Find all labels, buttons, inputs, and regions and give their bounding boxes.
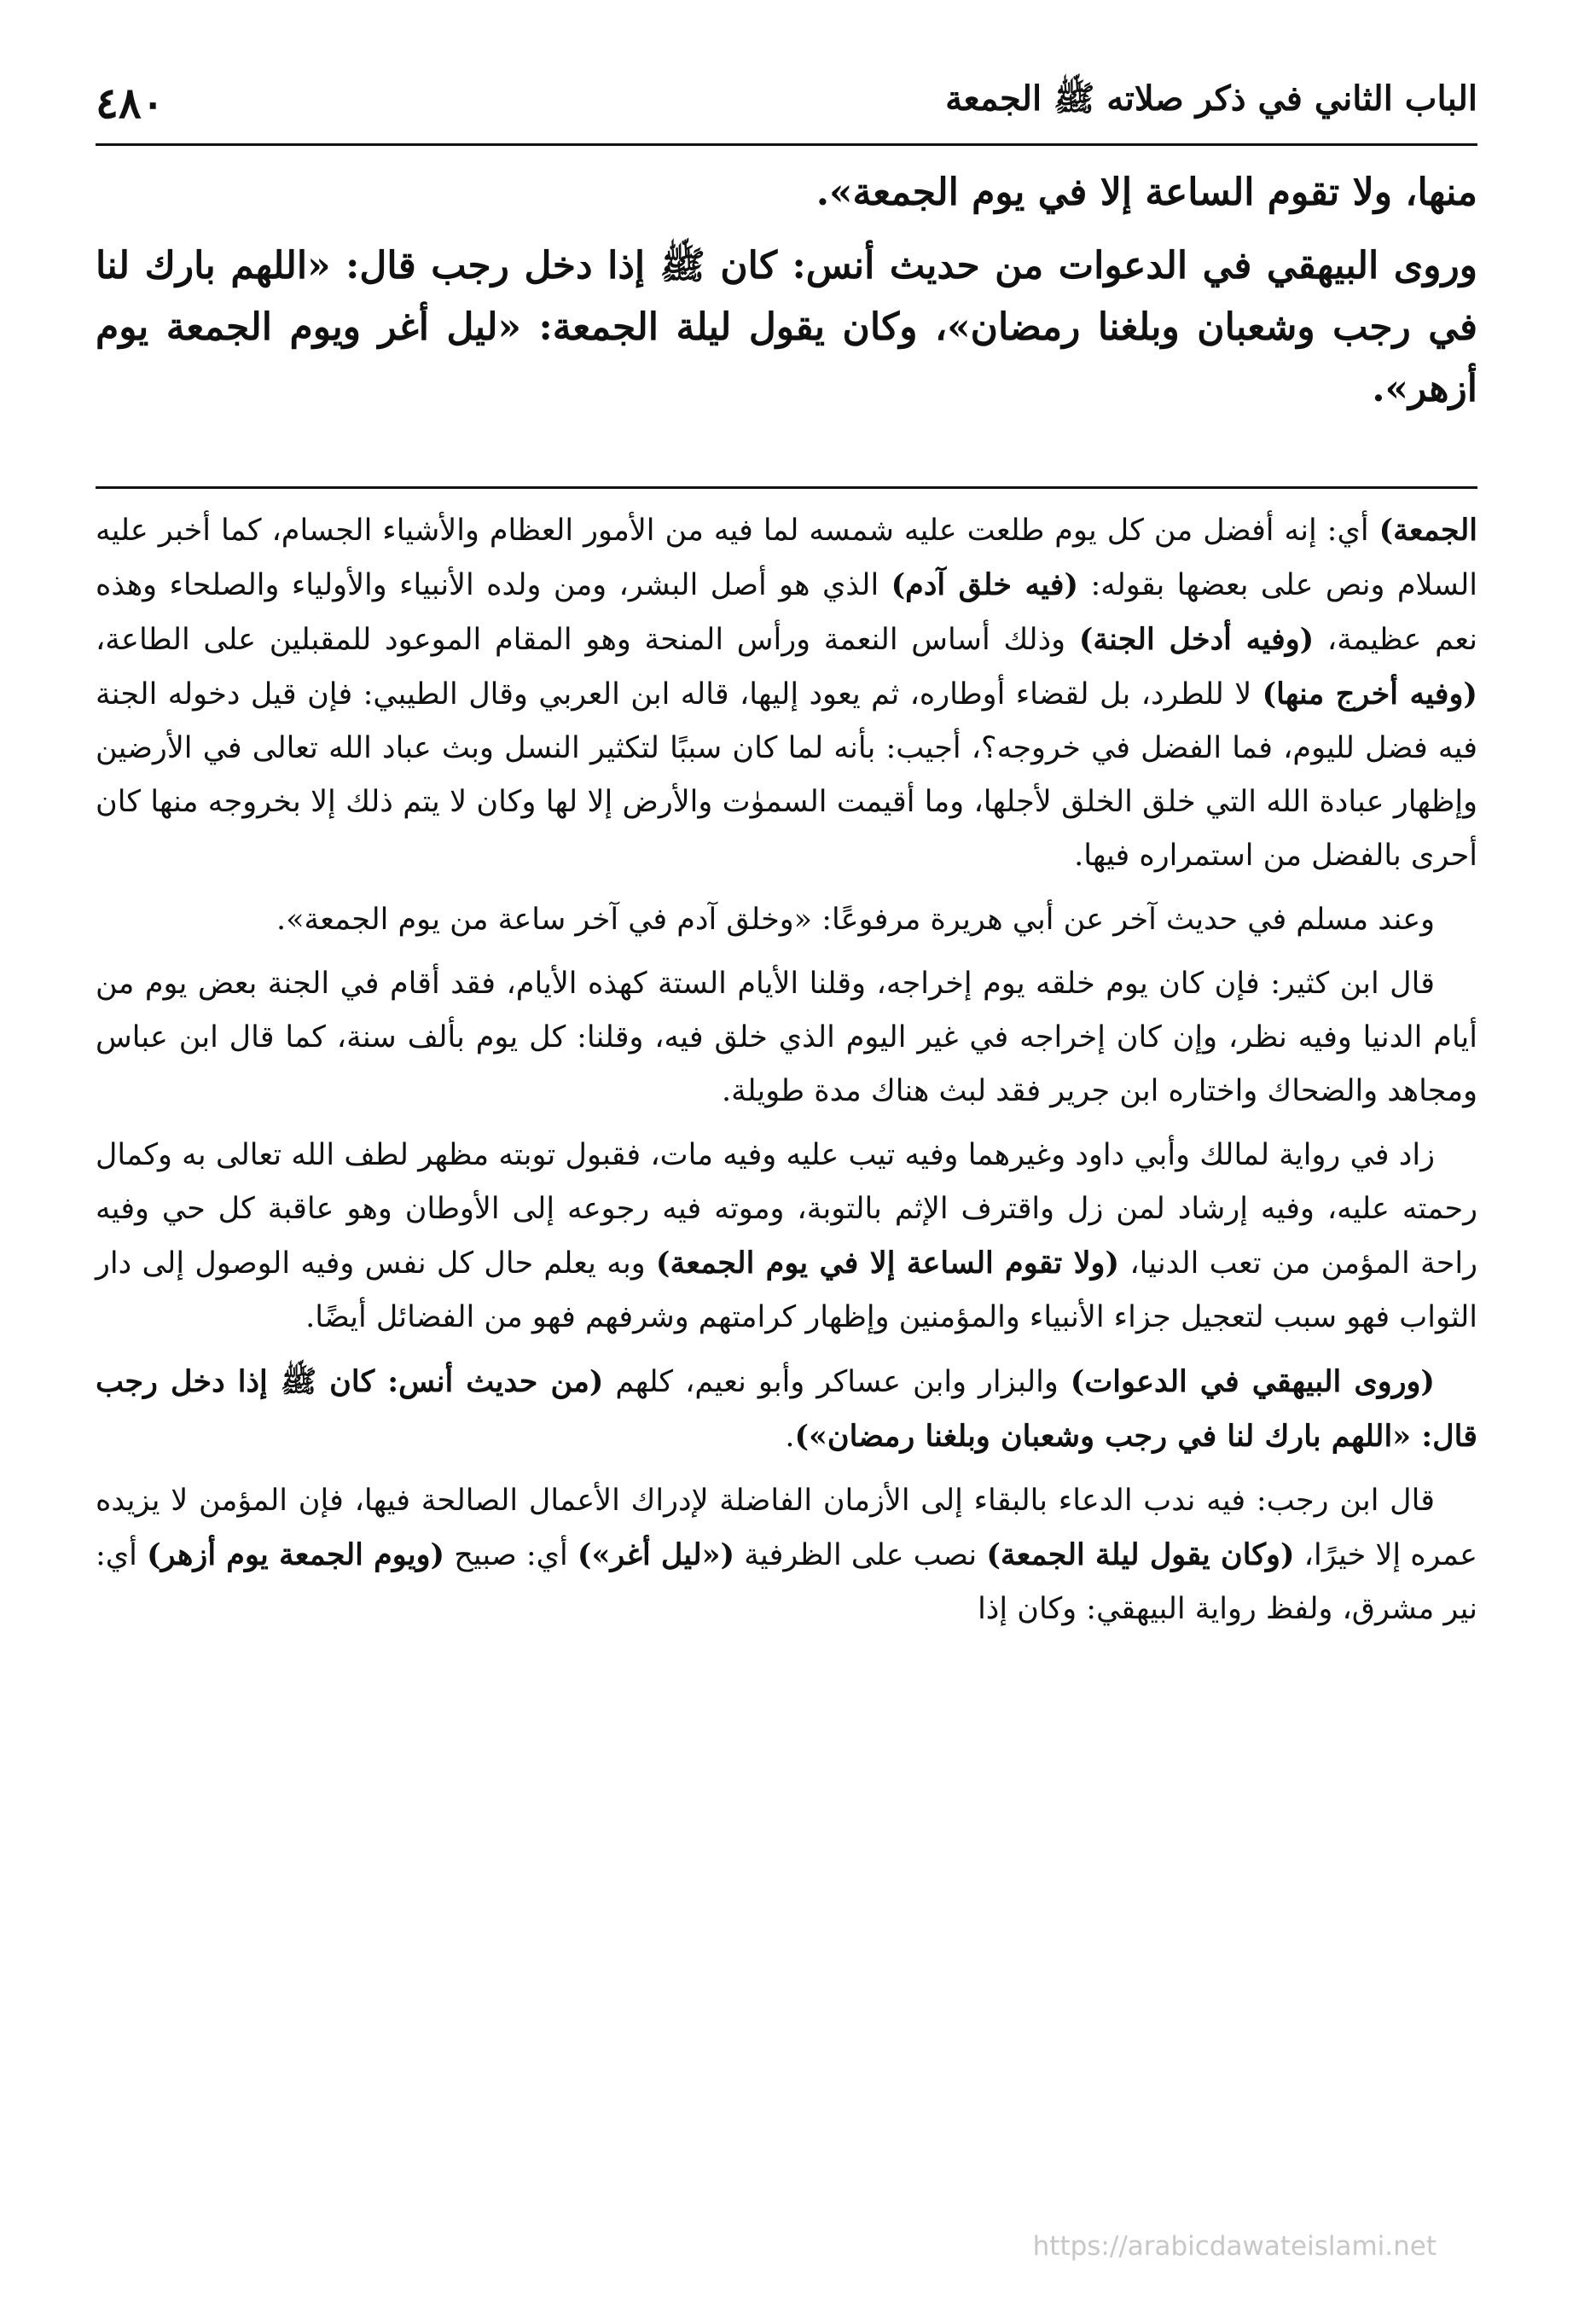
watermark-url: https://arabicdawateislami.net [1032,2231,1437,2262]
quoted-phrase: (ولا تقوم الساعة إلا في يوم الجمعة) [655,1246,1120,1281]
quoted-phrase: (وفيه أدخل الجنة) [1078,622,1315,657]
main-text-paragraph: وروى البيهقي في الدعوات من حديث أنس: كان ﷺ إذا دخل رجب قال: «اللهم بارك لنا في رجب وشعبان وبلغنا رمضان»، وكان يقول ليلة الجمعة: «ليل أغر ويوم الجمعة يوم أزهر». [96,244,1477,410]
quoted-phrase: (فيه خلق آدم) [891,567,1079,602]
quoted-phrase: (وكان يقول ليلة الجمعة) [986,1537,1295,1572]
main-text [96,162,1477,432]
header-rule [96,143,1477,146]
commentary-paragraph [96,1474,1477,1636]
commentary-paragraph [96,503,1477,883]
commentary-text: وبه يعلم حال كل نفس وفيه الوصول إلى دار الثواب فهو سبب لتعجيل جزاء الأنبياء والمؤمنين وإظهار كرامتهم وشرفهم فهو من الفضائل أيضًا. [96,1246,1477,1334]
commentary-text: زاد في رواية لمالك وأبي داود وغيرهما وفيه تيب عليه وفيه مات، فقبول توبته مظهر لطف الله تعالى به وكمال رحمته عليه، وفيه إرشاد لمن زل واقترف الإثم بالتوبة، وموته فيه رجوعه إلى الأوطان وهو عاقبة كل حي وفيه راحة المؤمن من تعب الدنيا، [96,1138,1477,1281]
commentary-text: أي: صبيح [444,1538,578,1572]
commentary-text: قال ابن رجب: فيه ندب الدعاء بالبقاء إلى الأزمان الفاضلة لإدراك الأعمال الصالحة فيها، فإن المؤمن لا يزيده عمره إلا خيرًا، [96,1484,1477,1572]
commentary-text: . [785,1420,795,1454]
page-header [96,60,1477,145]
quoted-phrase: الجمعة) [1379,513,1477,548]
commentary-text: أي: إنه أفضل من كل يوم طلعت عليه شمسه لما فيه من الأمور العظام والأشياء الجسام، كما أخبر عليه السلام ونص على بعضها بقوله: [96,514,1477,602]
running-title: الباب الثاني في ذكر صلاته ﷺ الجمعة [945,78,1477,119]
commentary-text: وذلك أساس النعمة ورأس المنحة وهو المقام الموعود للمقبلين على الطاعة، [96,623,1079,657]
commentary-text: الذي هو أصل البشر، ومن ولده الأنبياء والأولياء والصلحاء وهذه نعم عظيمة، [96,568,1477,657]
commentary-text: لا للطرد، بل لقضاء أوطاره، ثم يعود إليها، قاله ابن العربي وقال الطيبي: فإن قيل دخوله الجنة فيه فضل لليوم، فما الفضل في خروجه؟، أجيب: بأنه لما كان سببًا لتكثير النسل وبث عباد الله تعالى في الأرضين وإظهار عبادة الله التي خلق الخلق لأجلها، وما أقيمت السموٰت والأرض إلا لها وكان لا يتم ذلك إلا بخروجه منها كان أحرى بالفضل من استمراره فيها. [96,677,1477,873]
quoted-phrase: (من حديث أنس: كان ﷺ إذا دخل رجب قال: «اللهم بارك لنا في رجب وشعبان وبلغنا رمضان») [96,1364,1477,1454]
page-number: ٤٨٠ [96,77,165,128]
quoted-phrase: (ويوم الجمعة يوم أزهر) [147,1537,445,1572]
commentary-paragraph [96,1129,1477,1345]
main-text-paragraph: منها، ولا تقوم الساعة إلا في يوم الجمعة». [816,171,1477,214]
commentary-text: نصب على الظرفية [734,1538,987,1572]
commentary-paragraph: وعند مسلم في حديث آخر عن أبي هريرة مرفوعًا: «وخلق آدم في آخر ساعة من يوم الجمعة». [276,903,1435,937]
commentary [96,503,1477,1647]
commentary-text: والبزار وابن عساكر وأبو نعيم، كلهم [603,1365,1071,1399]
section-divider [96,486,1477,489]
commentary-paragraph: قال ابن كثير: فإن كان يوم خلقه يوم إخراجه، وقلنا الأيام الستة كهذه الأيام، فقد أقام في الجنة بعض يوم من أيام الدنيا وفيه نظر، وإن كان إخراجه في غير اليوم الذي خلق فيه، وقلنا: كل يوم بألف سنة، كما قال ابن عباس ومجاهد والضحاك واختاره ابن جرير فقد لبث هناك مدة طويلة. [96,967,1477,1108]
quoted-phrase: («ليل أغر») [577,1537,735,1572]
quoted-phrase: (وروى البيهقي في الدعوات) [1070,1364,1435,1399]
commentary-text: أي: نير مشرق، ولفظ رواية البيهقي: وكان إذا [96,1538,1477,1626]
quoted-phrase: (وفيه أخرج منها) [1262,677,1477,712]
commentary-paragraph [96,1355,1477,1464]
